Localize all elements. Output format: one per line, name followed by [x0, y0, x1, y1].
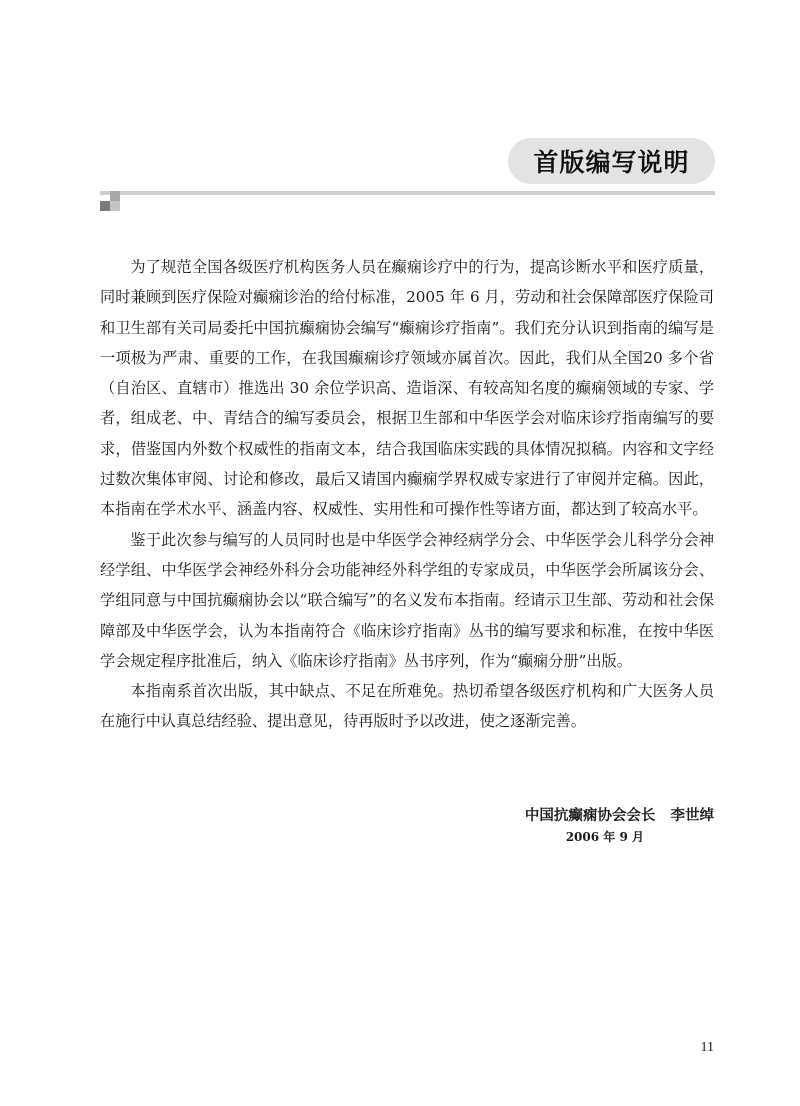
header-rule: [100, 191, 715, 195]
paragraph: 本指南系首次出版，其中缺点、不足在所难免。热切希望各级医疗机构和广大医务人员在施行中认真总结经验、提出意见，待再版时予以改进，使之逐渐完善。: [100, 682, 714, 731]
signature-block: [525, 805, 714, 847]
corner-ornament: [100, 191, 120, 211]
paragraph: 鉴于此次参与编写的人员同时也是中华医学会神经病学分会、中华医学会儿科学分会神经学组、中华医学会神经外科分会功能神经外科学组的专家成员，中华医学会所属该分会、学组同意与中国抗癫痫协会以“联合编写”的名义发布本指南。经请示卫生部、劳动和社会保障部及中华医学会，认为本指南符合《临床诊疗指南》丛书的编写要求和标准，在按中华医学会规定程序批准后，纳入《临床诊疗指南》丛书序列，作为“癫痫分册”出版。: [100, 530, 714, 670]
page-title: 首版编写说明: [508, 138, 715, 184]
page-number: 11: [700, 1040, 714, 1055]
paragraph: 为了规范全国各级医疗机构医务人员在癫痫诊疗中的行为，提高诊断水平和医疗质量，同时兼顾到医疗保险对癫痫诊治的给付标准，2005 年 6 月，劳动和社会保障部医疗保险司和卫生部有关司局委托中国抗癫痫协会编写“癫痫诊疗指南”。我们充分认识到指南的编写是一项极为严肃、重要的工作，在我国癫痫诊疗领域亦属首次。因此，我们从全国20 多个省（自治区、直辖市）推选出 30 余位学识高、造诣深、有较高知名度的癫痫领域的专家、学者，组成老、中、青结合的编写委员会，根据卫生部和中华医学会对临床诊疗指南编写的要求，借鉴国内外数个权威性的指南文本，结合我国临床实践的具体情况拟稿。内容和文字经过数次集体审阅、讨论和修改，最后又请国内癫痫学界权威专家进行了审阅并定稿。因此，本指南在学术水平、涵盖内容、权威性、实用性和可操作性等诸方面，都达到了较高水平。: [100, 258, 714, 519]
signature-date: 2006 年 9 月: [565, 830, 644, 844]
body-text: [100, 252, 714, 737]
signature-name: 中国抗癫痫协会会长 李世绰: [524, 808, 714, 824]
